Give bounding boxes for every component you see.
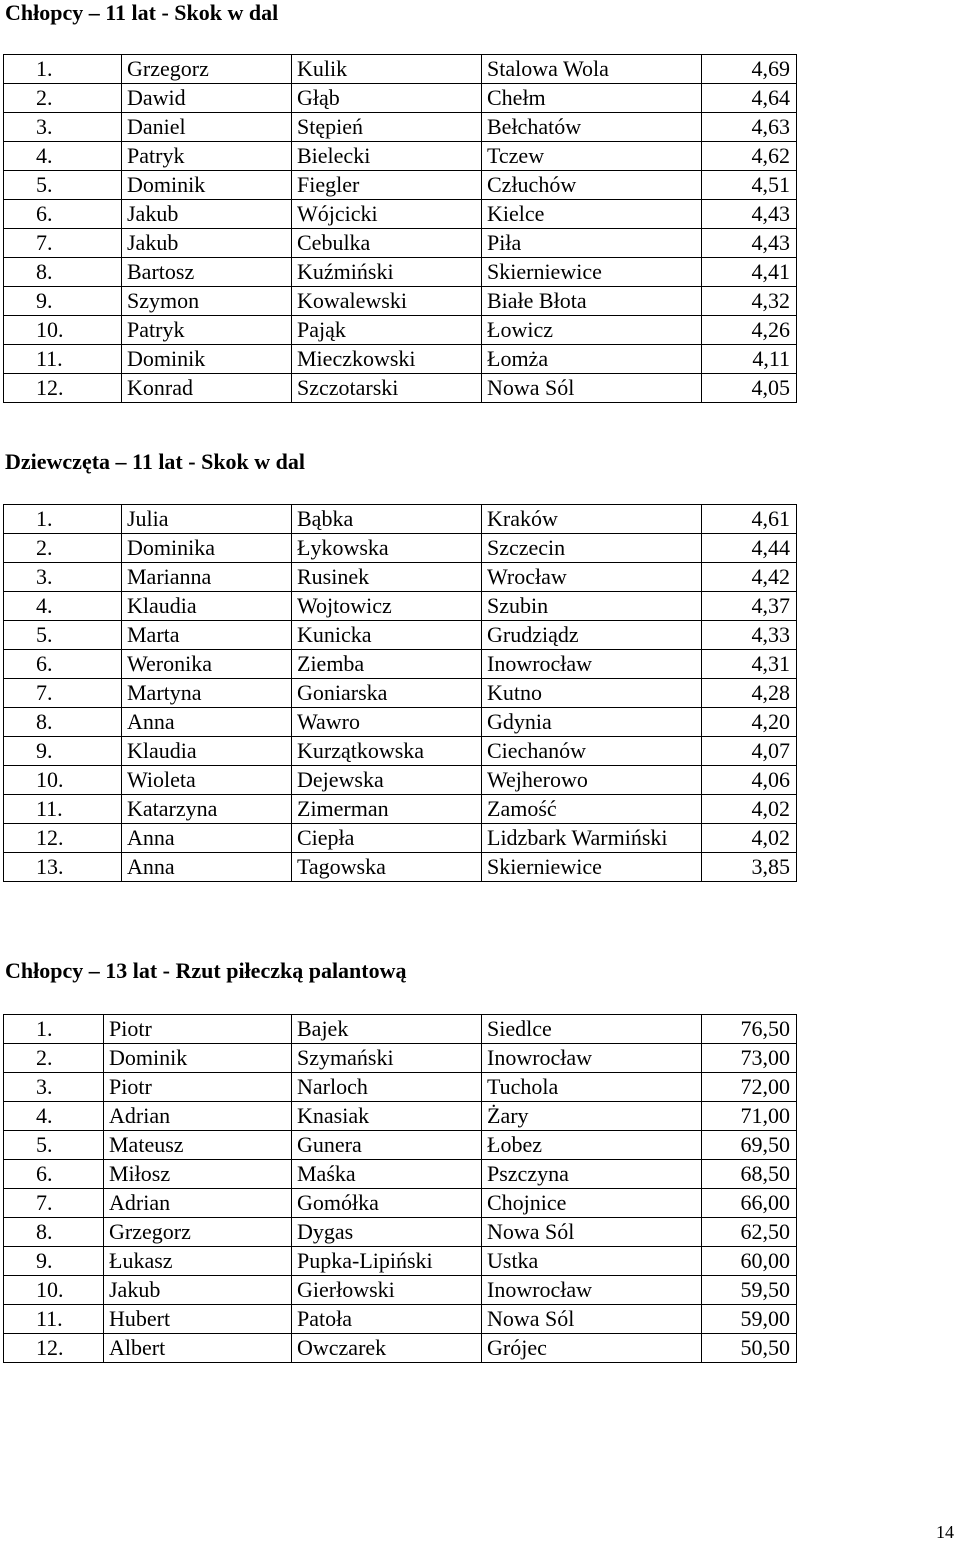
last-name-cell: Zimerman: [292, 795, 482, 824]
first-name-cell: Miłosz: [104, 1160, 292, 1189]
first-name-cell: Marianna: [122, 563, 292, 592]
city-cell: Gdynia: [482, 708, 702, 737]
rank-cell: 11.: [4, 795, 122, 824]
score-cell: 4,05: [702, 374, 797, 403]
last-name-cell: Cebulka: [292, 229, 482, 258]
score-cell: 4,43: [702, 200, 797, 229]
table-row: [4, 1044, 797, 1073]
last-name-cell: Maśka: [292, 1160, 482, 1189]
results-table: [3, 504, 797, 882]
last-name-cell: Dejewska: [292, 766, 482, 795]
table-row: [4, 1102, 797, 1131]
section-title: Chłopcy – 13 lat - Rzut piłeczką palantową: [5, 958, 407, 983]
score-cell: 4,42: [702, 563, 797, 592]
score-cell: 4,43: [702, 229, 797, 258]
score-cell: 68,50: [702, 1160, 797, 1189]
city-cell: Łobez: [482, 1131, 702, 1160]
last-name-cell: Ciepła: [292, 824, 482, 853]
city-cell: Skierniewice: [482, 258, 702, 287]
city-cell: Ciechanów: [482, 737, 702, 766]
score-cell: 4,28: [702, 679, 797, 708]
rank-cell: 7.: [4, 229, 122, 258]
city-cell: Chojnice: [482, 1189, 702, 1218]
first-name-cell: Bartosz: [122, 258, 292, 287]
last-name-cell: Owczarek: [292, 1334, 482, 1363]
score-cell: 4,26: [702, 316, 797, 345]
score-cell: 4,64: [702, 84, 797, 113]
score-cell: 73,00: [702, 1044, 797, 1073]
last-name-cell: Knasiak: [292, 1102, 482, 1131]
rank-cell: 9.: [4, 1247, 104, 1276]
score-cell: 4,06: [702, 766, 797, 795]
table-row: [4, 345, 797, 374]
rank-cell: 2.: [4, 1044, 104, 1073]
rank-cell: 10.: [4, 316, 122, 345]
last-name-cell: Głąb: [292, 84, 482, 113]
last-name-cell: Tagowska: [292, 853, 482, 882]
first-name-cell: Marta: [122, 621, 292, 650]
city-cell: Pszczyna: [482, 1160, 702, 1189]
city-cell: Ustka: [482, 1247, 702, 1276]
rank-cell: 7.: [4, 1189, 104, 1218]
table-row: [4, 1073, 797, 1102]
first-name-cell: Anna: [122, 853, 292, 882]
score-cell: 4,20: [702, 708, 797, 737]
last-name-cell: Bielecki: [292, 142, 482, 171]
first-name-cell: Grzegorz: [104, 1218, 292, 1247]
last-name-cell: Bąbka: [292, 505, 482, 534]
table-row: [4, 1334, 797, 1363]
table-row: [4, 1160, 797, 1189]
first-name-cell: Jakub: [122, 200, 292, 229]
table-row: [4, 1247, 797, 1276]
table-row: [4, 171, 797, 200]
city-cell: Wejherowo: [482, 766, 702, 795]
city-cell: Wrocław: [482, 563, 702, 592]
table-row: [4, 592, 797, 621]
last-name-cell: Kowalewski: [292, 287, 482, 316]
city-cell: Kielce: [482, 200, 702, 229]
last-name-cell: Gierłowski: [292, 1276, 482, 1305]
rank-cell: 8.: [4, 708, 122, 737]
last-name-cell: Kunicka: [292, 621, 482, 650]
first-name-cell: Piotr: [104, 1073, 292, 1102]
score-cell: 4,33: [702, 621, 797, 650]
last-name-cell: Goniarska: [292, 679, 482, 708]
city-cell: Tuchola: [482, 1073, 702, 1102]
last-name-cell: Fiegler: [292, 171, 482, 200]
last-name-cell: Ziemba: [292, 650, 482, 679]
city-cell: Szubin: [482, 592, 702, 621]
score-cell: 4,63: [702, 113, 797, 142]
city-cell: Skierniewice: [482, 853, 702, 882]
table-row: [4, 258, 797, 287]
score-cell: 4,41: [702, 258, 797, 287]
rank-cell: 6.: [4, 200, 122, 229]
rank-cell: 5.: [4, 621, 122, 650]
city-cell: Nowa Sól: [482, 374, 702, 403]
score-cell: 76,50: [702, 1015, 797, 1044]
score-cell: 62,50: [702, 1218, 797, 1247]
score-cell: 4,32: [702, 287, 797, 316]
rank-cell: 2.: [4, 534, 122, 563]
first-name-cell: Daniel: [122, 113, 292, 142]
score-cell: 3,85: [702, 853, 797, 882]
score-cell: 72,00: [702, 1073, 797, 1102]
city-cell: Inowrocław: [482, 1044, 702, 1073]
results-table: [3, 1014, 797, 1363]
score-cell: 4,44: [702, 534, 797, 563]
first-name-cell: Martyna: [122, 679, 292, 708]
score-cell: 4,07: [702, 737, 797, 766]
rank-cell: 12.: [4, 374, 122, 403]
rank-cell: 6.: [4, 650, 122, 679]
table-row: [4, 853, 797, 882]
table-row: [4, 1131, 797, 1160]
first-name-cell: Dominik: [104, 1044, 292, 1073]
city-cell: Inowrocław: [482, 1276, 702, 1305]
rank-cell: 12.: [4, 824, 122, 853]
first-name-cell: Dawid: [122, 84, 292, 113]
last-name-cell: Pupka-Lipiński: [292, 1247, 482, 1276]
first-name-cell: Adrian: [104, 1102, 292, 1131]
table-row: [4, 316, 797, 345]
city-cell: Nowa Sól: [482, 1218, 702, 1247]
table-row: [4, 766, 797, 795]
table-row: [4, 1189, 797, 1218]
city-cell: Inowrocław: [482, 650, 702, 679]
table-row: [4, 1015, 797, 1044]
table-row: [4, 795, 797, 824]
city-cell: Grudziądz: [482, 621, 702, 650]
first-name-cell: Grzegorz: [122, 55, 292, 84]
score-cell: 4,51: [702, 171, 797, 200]
rank-cell: 3.: [4, 113, 122, 142]
first-name-cell: Klaudia: [122, 737, 292, 766]
last-name-cell: Dygas: [292, 1218, 482, 1247]
page-number: 14: [936, 1522, 954, 1542]
last-name-cell: Bajek: [292, 1015, 482, 1044]
score-cell: 4,11: [702, 345, 797, 374]
first-name-cell: Szymon: [122, 287, 292, 316]
city-cell: Chełm: [482, 84, 702, 113]
last-name-cell: Rusinek: [292, 563, 482, 592]
first-name-cell: Dominika: [122, 534, 292, 563]
city-cell: Łomża: [482, 345, 702, 374]
rank-cell: 4.: [4, 1102, 104, 1131]
first-name-cell: Weronika: [122, 650, 292, 679]
rank-cell: 4.: [4, 592, 122, 621]
first-name-cell: Dominik: [122, 171, 292, 200]
city-cell: Żary: [482, 1102, 702, 1131]
city-cell: Tczew: [482, 142, 702, 171]
table-row: [4, 534, 797, 563]
rank-cell: 8.: [4, 258, 122, 287]
section-title: Dziewczęta – 11 lat - Skok w dal: [5, 449, 306, 474]
score-cell: 4,31: [702, 650, 797, 679]
rank-cell: 10.: [4, 766, 122, 795]
last-name-cell: Wawro: [292, 708, 482, 737]
first-name-cell: Anna: [122, 708, 292, 737]
table-row: [4, 55, 797, 84]
table-row: [4, 621, 797, 650]
rank-cell: 1.: [4, 505, 122, 534]
table-row: [4, 505, 797, 534]
city-cell: Człuchów: [482, 171, 702, 200]
table-row: [4, 737, 797, 766]
last-name-cell: Narloch: [292, 1073, 482, 1102]
first-name-cell: Patryk: [122, 316, 292, 345]
city-cell: Grójec: [482, 1334, 702, 1363]
table-row: [4, 84, 797, 113]
rank-cell: 13.: [4, 853, 122, 882]
results-table: [3, 54, 797, 403]
rank-cell: 3.: [4, 563, 122, 592]
table-row: [4, 200, 797, 229]
score-cell: 66,00: [702, 1189, 797, 1218]
table-row: [4, 1218, 797, 1247]
last-name-cell: Szymański: [292, 1044, 482, 1073]
score-cell: 4,69: [702, 55, 797, 84]
score-cell: 59,50: [702, 1276, 797, 1305]
last-name-cell: Mieczkowski: [292, 345, 482, 374]
city-cell: Łowicz: [482, 316, 702, 345]
table-row: [4, 374, 797, 403]
last-name-cell: Kuźmiński: [292, 258, 482, 287]
last-name-cell: Patoła: [292, 1305, 482, 1334]
city-cell: Zamość: [482, 795, 702, 824]
city-cell: Bełchatów: [482, 113, 702, 142]
rank-cell: 6.: [4, 1160, 104, 1189]
first-name-cell: Julia: [122, 505, 292, 534]
score-cell: 4,61: [702, 505, 797, 534]
last-name-cell: Wojtowicz: [292, 592, 482, 621]
last-name-cell: Kulik: [292, 55, 482, 84]
first-name-cell: Łukasz: [104, 1247, 292, 1276]
table-row: [4, 563, 797, 592]
rank-cell: 9.: [4, 287, 122, 316]
rank-cell: 5.: [4, 171, 122, 200]
city-cell: Stalowa Wola: [482, 55, 702, 84]
first-name-cell: Jakub: [122, 229, 292, 258]
last-name-cell: Wójcicki: [292, 200, 482, 229]
city-cell: Siedlce: [482, 1015, 702, 1044]
score-cell: 4,37: [702, 592, 797, 621]
rank-cell: 11.: [4, 345, 122, 374]
first-name-cell: Mateusz: [104, 1131, 292, 1160]
rank-cell: 3.: [4, 1073, 104, 1102]
first-name-cell: Patryk: [122, 142, 292, 171]
table-row: [4, 824, 797, 853]
first-name-cell: Adrian: [104, 1189, 292, 1218]
rank-cell: 8.: [4, 1218, 104, 1247]
table-row: [4, 142, 797, 171]
first-name-cell: Wioleta: [122, 766, 292, 795]
last-name-cell: Łykowska: [292, 534, 482, 563]
table-row: [4, 650, 797, 679]
first-name-cell: Konrad: [122, 374, 292, 403]
rank-cell: 1.: [4, 55, 122, 84]
score-cell: 71,00: [702, 1102, 797, 1131]
last-name-cell: Kurzątkowska: [292, 737, 482, 766]
first-name-cell: Jakub: [104, 1276, 292, 1305]
table-row: [4, 1276, 797, 1305]
city-cell: Kraków: [482, 505, 702, 534]
table-row: [4, 229, 797, 258]
section-title: Chłopcy – 11 lat - Skok w dal: [5, 0, 279, 25]
city-cell: Białe Błota: [482, 287, 702, 316]
score-cell: 4,62: [702, 142, 797, 171]
first-name-cell: Klaudia: [122, 592, 292, 621]
rank-cell: 5.: [4, 1131, 104, 1160]
rank-cell: 9.: [4, 737, 122, 766]
score-cell: 60,00: [702, 1247, 797, 1276]
rank-cell: 2.: [4, 84, 122, 113]
rank-cell: 10.: [4, 1276, 104, 1305]
city-cell: Kutno: [482, 679, 702, 708]
city-cell: Lidzbark Warmiński: [482, 824, 702, 853]
first-name-cell: Albert: [104, 1334, 292, 1363]
last-name-cell: Stępień: [292, 113, 482, 142]
last-name-cell: Szczotarski: [292, 374, 482, 403]
rank-cell: 12.: [4, 1334, 104, 1363]
table-row: [4, 1305, 797, 1334]
last-name-cell: Gomółka: [292, 1189, 482, 1218]
score-cell: 4,02: [702, 795, 797, 824]
last-name-cell: Pająk: [292, 316, 482, 345]
score-cell: 4,02: [702, 824, 797, 853]
first-name-cell: Katarzyna: [122, 795, 292, 824]
first-name-cell: Anna: [122, 824, 292, 853]
rank-cell: 4.: [4, 142, 122, 171]
table-row: [4, 679, 797, 708]
first-name-cell: Piotr: [104, 1015, 292, 1044]
table-row: [4, 113, 797, 142]
first-name-cell: Dominik: [122, 345, 292, 374]
table-row: [4, 287, 797, 316]
table-row: [4, 708, 797, 737]
score-cell: 59,00: [702, 1305, 797, 1334]
rank-cell: 1.: [4, 1015, 104, 1044]
rank-cell: 7.: [4, 679, 122, 708]
score-cell: 69,50: [702, 1131, 797, 1160]
first-name-cell: Hubert: [104, 1305, 292, 1334]
last-name-cell: Gunera: [292, 1131, 482, 1160]
score-cell: 50,50: [702, 1334, 797, 1363]
city-cell: Nowa Sól: [482, 1305, 702, 1334]
rank-cell: 11.: [4, 1305, 104, 1334]
city-cell: Piła: [482, 229, 702, 258]
city-cell: Szczecin: [482, 534, 702, 563]
